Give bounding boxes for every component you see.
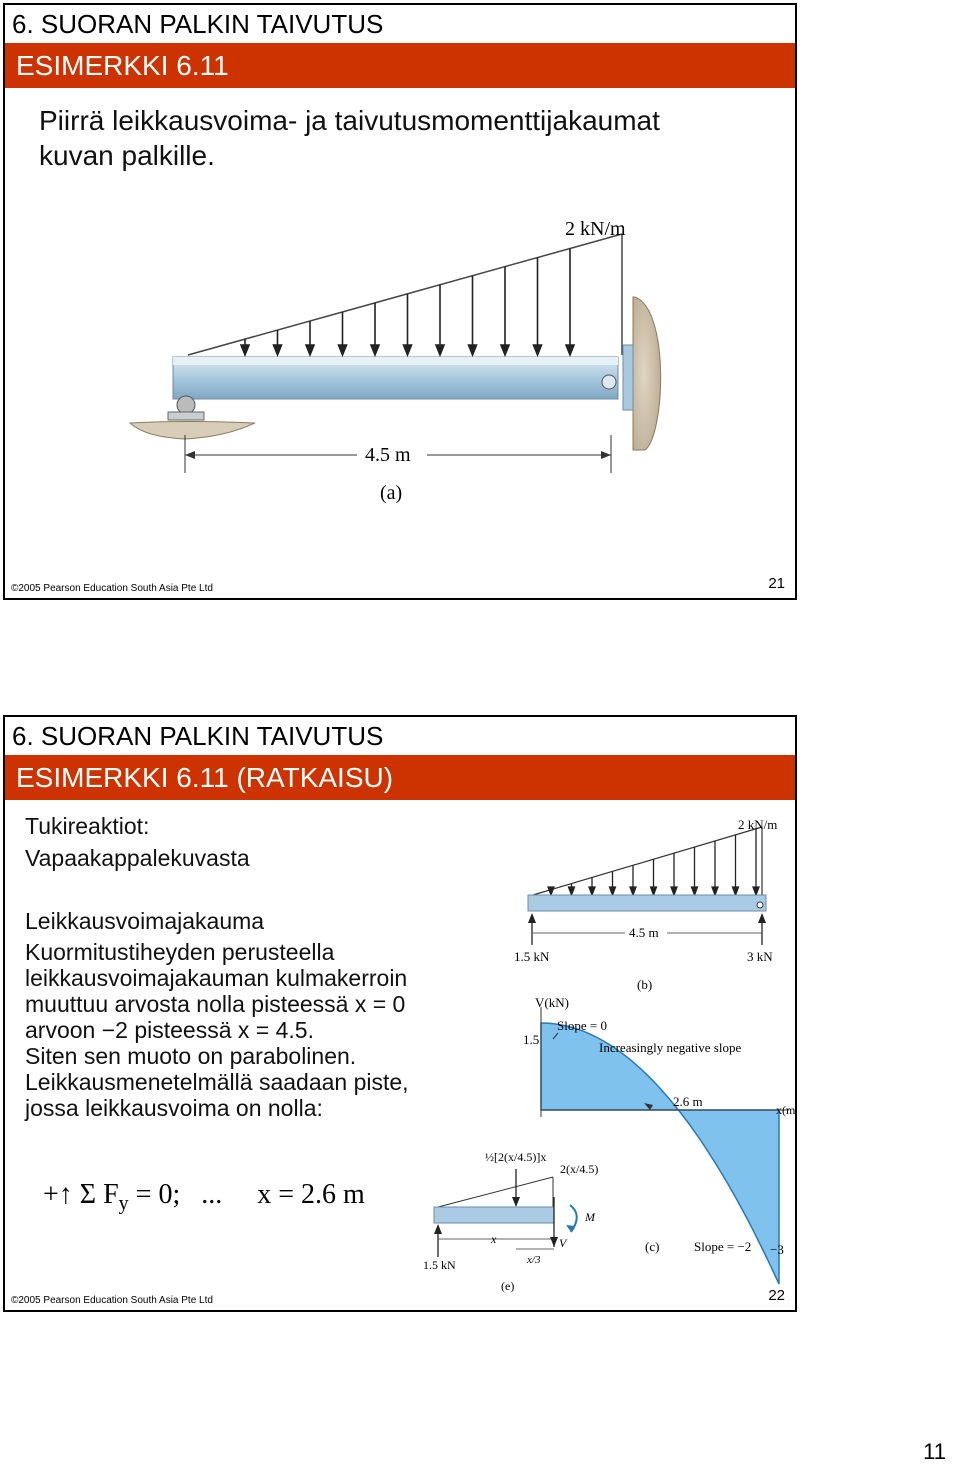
load-arrowhead [712,887,718,895]
figure-label-b: (b) [637,977,653,992]
slope-end-note: Slope = −2 [694,1239,752,1254]
heading-shear: Leikkausvoimajakauma [25,908,265,934]
slope-note: Increasingly negative slope [599,1040,742,1055]
label-v: V [559,1236,567,1250]
load-arrowhead [469,345,477,355]
load-arrowhead [630,887,636,895]
load-arrowhead [753,887,759,895]
figure-label: (a) [380,482,403,504]
figure-label-e: (e) [501,1279,515,1293]
shear-line: muuttuu arvosta nolla pisteessä x = 0 [25,991,406,1017]
load-arrowhead [404,345,412,355]
length-label: 4.5 m [365,444,411,466]
load-arrowhead [671,887,677,895]
slide-number: 21 [768,575,785,592]
x-axis-label: x(m) [776,1103,799,1117]
wall-support [633,297,661,450]
load-arrowhead [589,887,595,895]
slide-header: 6. SUORAN PALKIN TAIVUTUS [5,717,795,755]
page-number: 11 [923,1439,946,1464]
label-m: M [585,1210,595,1224]
body-line: kuvan palkille. [39,140,215,171]
roller [177,396,195,414]
shear-line: Kuormitustiheyden perusteella [25,939,335,965]
load-arrowhead [569,887,575,895]
beam-b [528,895,766,911]
length-label-b: 4.5 m [629,925,659,940]
beam-section [434,1207,554,1223]
reactions-text: Vapaakappalekuvasta [25,845,250,871]
slide-number: 22 [768,1287,785,1304]
load-arrowhead [548,887,554,895]
load-arrowhead [692,887,698,895]
load-arrowhead [436,345,444,355]
slide-header: 6. SUORAN PALKIN TAIVUTUS [5,5,795,43]
copyright: ©2005 Pearson Education South Asia Pte Ltd [11,1295,213,1306]
load-label-b: 2 kN/m [738,817,778,832]
load-arrowhead [501,345,509,355]
beam-figure-b-c [5,717,797,1312]
slide-22 [3,715,797,1312]
shear-line: leikkausvoimajakauman kulmakerroin [25,965,408,991]
shear-line: jossa leikkausvoima on nolla: [25,1095,323,1121]
load-arrowhead [306,345,314,355]
slide-subheader: ESIMERKKI 6.11 (RATKAISU) [5,755,795,800]
label-x: x [491,1232,497,1246]
beam-figure-a [5,205,797,525]
figure-label-c: (c) [645,1239,660,1254]
slide-subheader: ESIMERKKI 6.11 [5,43,795,88]
shear-line: Siten sen muoto on parabolinen. [25,1043,357,1069]
load-arrowhead [339,345,347,355]
slope-zero-note: Slope = 0 [557,1018,607,1033]
load-arrowhead [274,345,282,355]
load-arrowhead [241,345,249,355]
load-label: 2 kN/m [565,218,626,240]
copyright: ©2005 Pearson Education South Asia Pte Ltd [11,583,213,594]
load-arrowhead [371,345,379,355]
shear-line: arvoon −2 pisteessä x = 4.5. [25,1017,314,1043]
load-line [188,234,622,355]
shear-start-value: 1.5 [523,1032,540,1047]
right-reaction: 3 kN [747,949,773,964]
load-arrowhead [733,887,739,895]
label-x3: x/3 [527,1254,541,1266]
shear-line: Leikkausmenetelmällä saadaan piste, [25,1069,409,1095]
load-arrowhead [534,345,542,355]
load-arrowhead [610,887,616,895]
load-arrowhead [566,345,574,355]
load-intensity-label: 2(x/4.5) [560,1162,599,1176]
shear-end-value: −3 [770,1242,784,1257]
equation: +↑ Σ $F_y = 0$; ... x = 2.6 m [43,1179,365,1215]
slide-body [39,103,660,173]
load-arrowhead [651,887,657,895]
left-reaction: 1.5 kN [514,949,550,964]
heading-reactions: Tukireaktiot: [25,813,150,839]
zero-crossing-label: 2.6 m [673,1094,703,1109]
body-line: Piirrä leikkausvoima- ja taivutusmomenttijakaumat [39,105,660,136]
slide-21 [3,3,797,600]
load-total-label: ½[2(x/4.5)]x [485,1150,547,1164]
force-left-label: 1.5 kN [423,1258,456,1272]
v-axis-label: V(kN) [535,995,569,1010]
